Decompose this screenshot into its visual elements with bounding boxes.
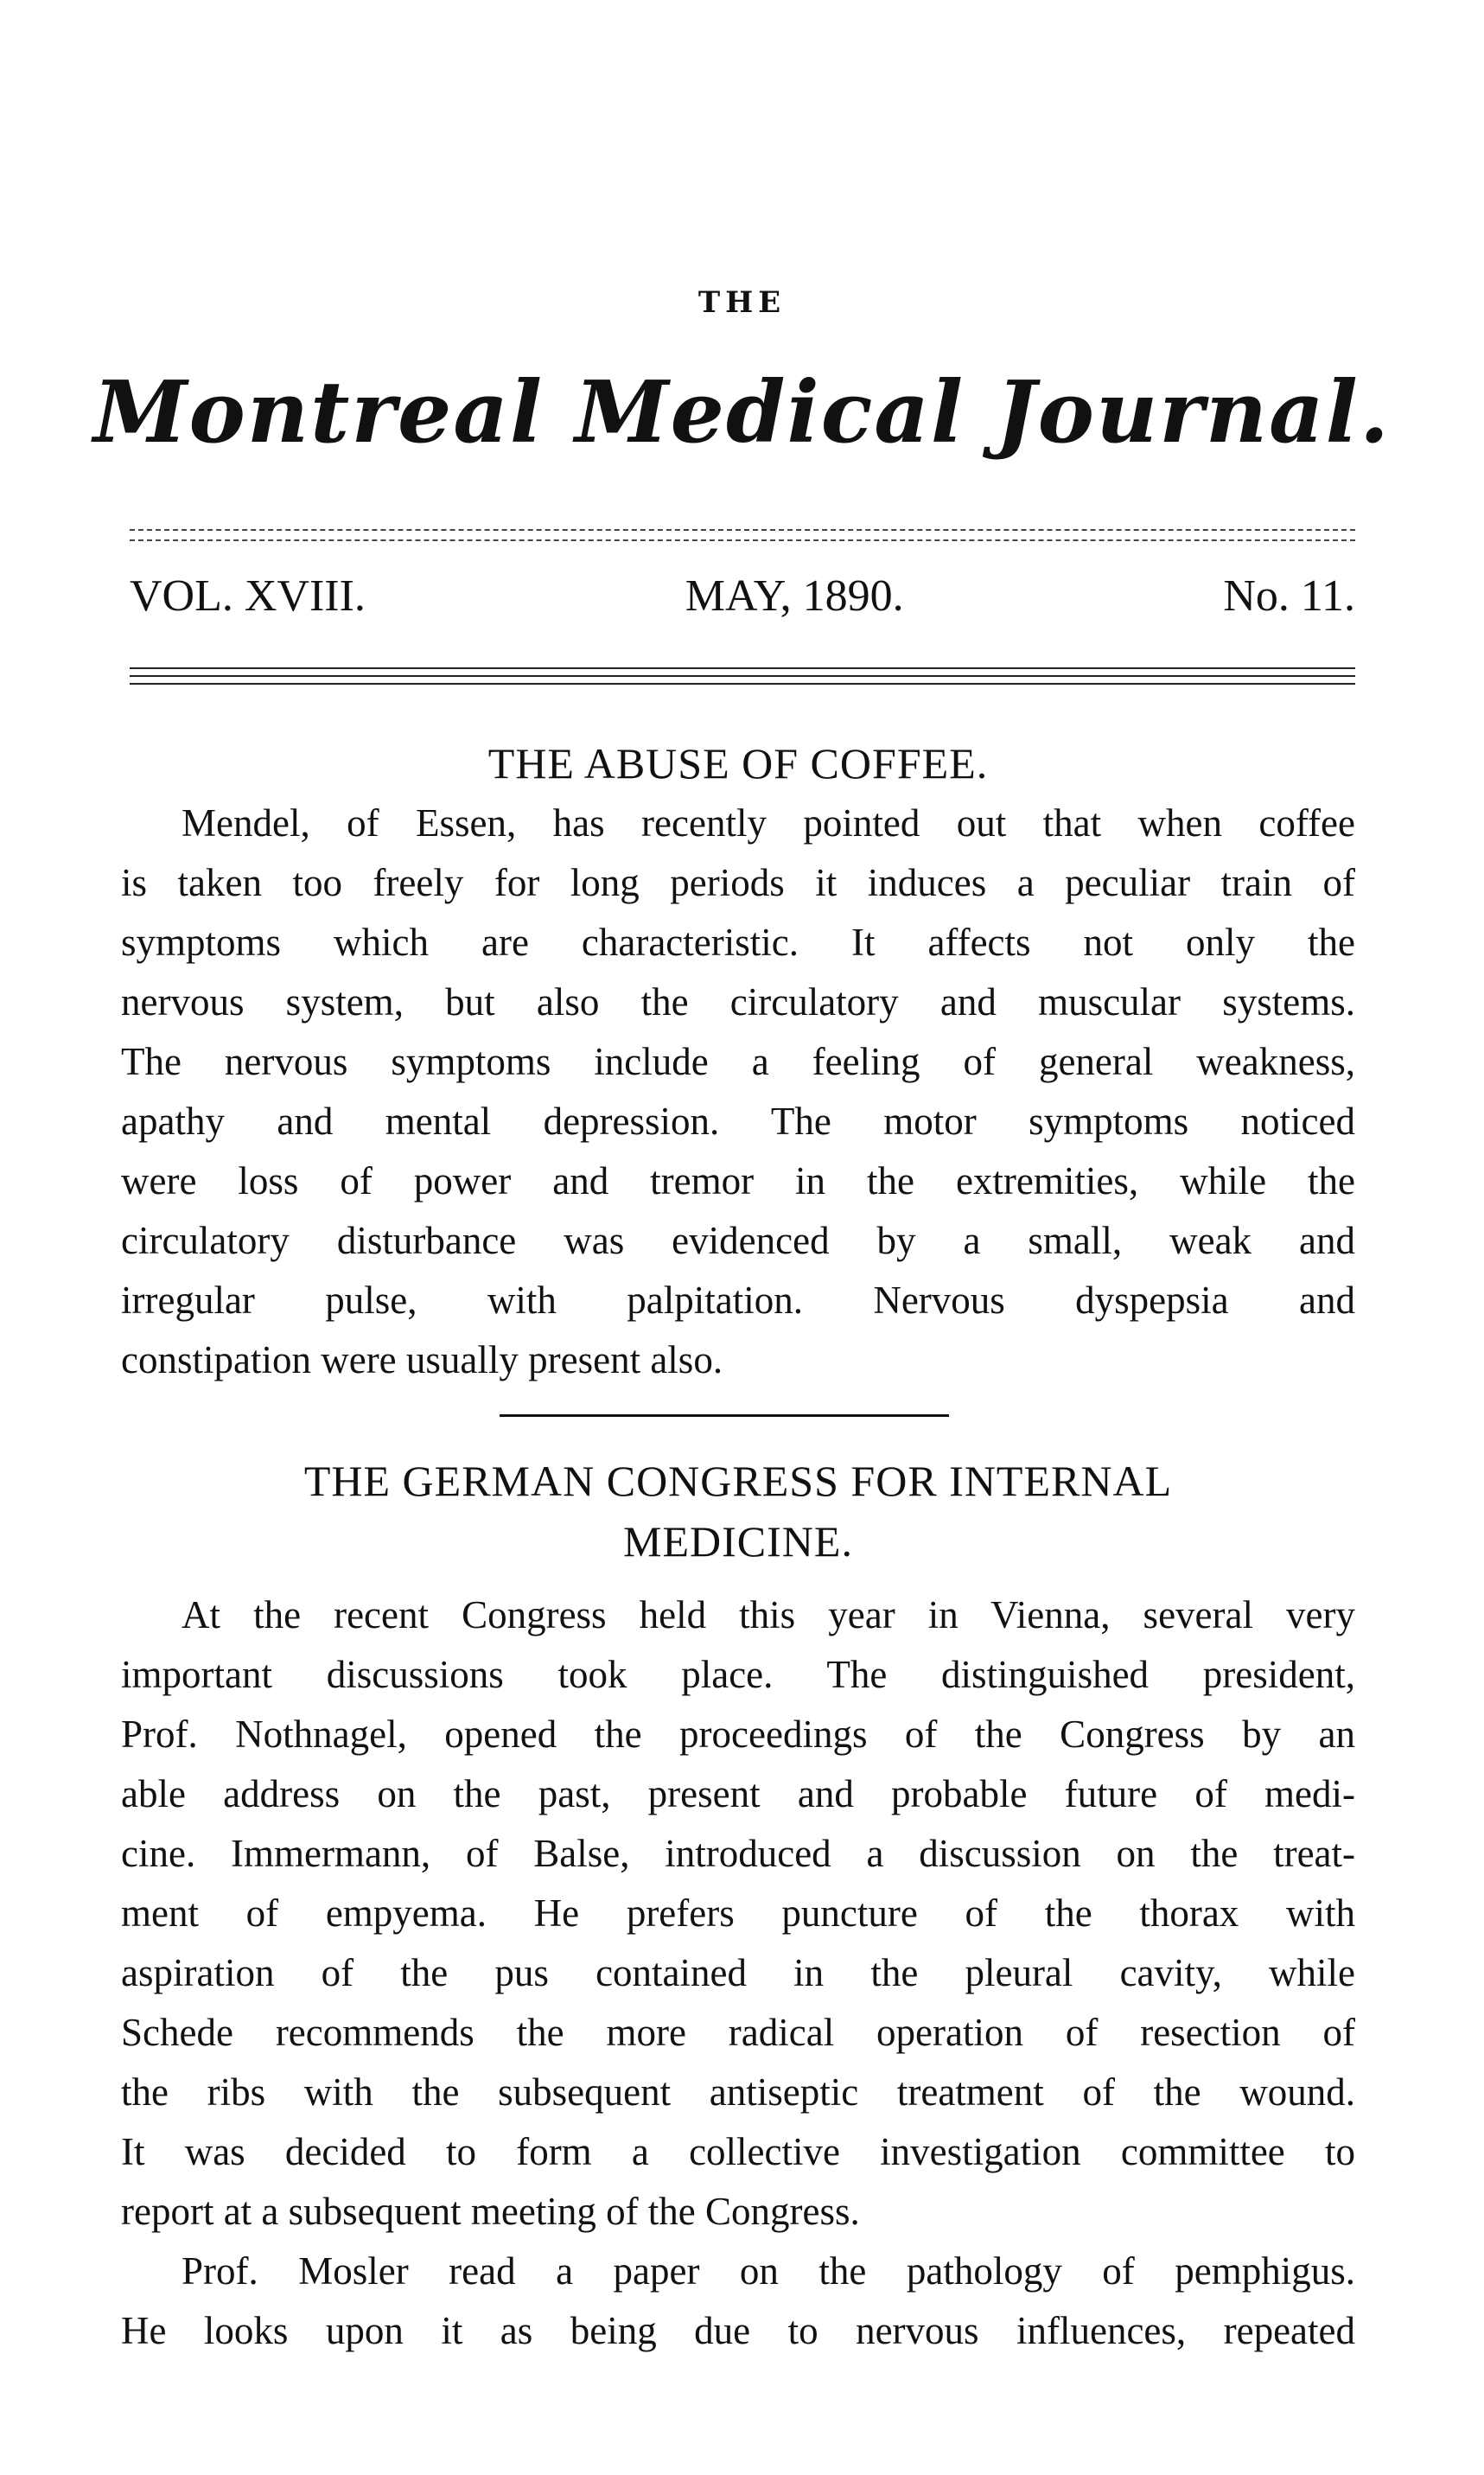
text-line: The nervous symptoms include a feeling of general weakness, [121,1040,1355,1083]
text-line: Schede recommends the more radical operation of resection of [121,2011,1355,2054]
issue-date: MAY, 1890. [685,571,904,621]
text-line: nervous system, but also the circulatory and muscular systems. [121,980,1355,1024]
issue-rule-3 [130,683,1355,685]
masthead-rule-top-2 [130,539,1355,541]
text-line: the ribs with the subsequent antiseptic treatment of the wound. [121,2070,1355,2114]
the-label: THE [697,285,787,320]
article-congress-title-line2: MEDICINE. [623,1517,853,1566]
text-line: Mendel, of Essen, has recently pointed out that when coffee [182,801,1355,845]
article-coffee-title: THE ABUSE OF COFFEE. [487,739,989,788]
article-congress-body [121,1585,1355,2361]
text-line: symptoms which are characteristic. It affects not only the [121,921,1355,964]
text-line: Prof. Nothnagel, opened the proceedings of the Congress by an [121,1713,1355,1756]
text-line: cine. Immermann, of Balse, introduced a discussion on the treat- [121,1832,1355,1875]
text-line: were loss of power and tremor in the extremities, while the [121,1159,1355,1202]
text-line: aspiration of the pus contained in the pleural cavity, while [121,1951,1355,1994]
issue-info [130,571,1355,622]
article-congress-title-line1: THE GERMAN CONGRESS FOR INTERNAL [303,1457,1173,1505]
text-line: report at a subsequent meeting of the Congress. [121,2190,860,2233]
volume-label: VOL. XVIII. [130,571,366,621]
article-coffee-body [121,794,1355,1390]
text-line: At the recent Congress held this year in Vienna, several very [182,1593,1355,1636]
article-congress-title [121,1451,1355,1572]
text-line: apathy and mental depression. The motor symptoms noticed [121,1100,1355,1143]
issue-rule-2 [130,675,1355,677]
text-line: is taken too freely for long periods it induces a peculiar train of [121,861,1355,904]
text-line: important discussions took place. The distinguished president, [121,1653,1355,1696]
section-divider [500,1414,949,1417]
text-line: circulatory disturbance was evidenced by a small, weak and [121,1219,1355,1262]
journal-title: Montreal Medical Journal. [92,363,1391,462]
text-line: irregular pulse, with palpitation. Nervous dyspepsia and [121,1279,1355,1322]
text-line: ment of empyema. He prefers puncture of the thorax with [121,1891,1355,1935]
text-line: It was decided to form a collective investigation committee to [121,2130,1355,2173]
text-line: able address on the past, present and probable future of medi- [121,1772,1355,1815]
text-line: Prof. Mosler read a paper on the pathology of pemphigus. [182,2249,1355,2293]
issue-rule-1 [130,667,1355,669]
issue-number: No. 11. [1223,571,1355,621]
masthead-rule-top [130,529,1355,531]
text-line: constipation were usually present also. [121,1338,723,1381]
text-line: He looks upon it as being due to nervous influences, repeated [121,2309,1355,2352]
